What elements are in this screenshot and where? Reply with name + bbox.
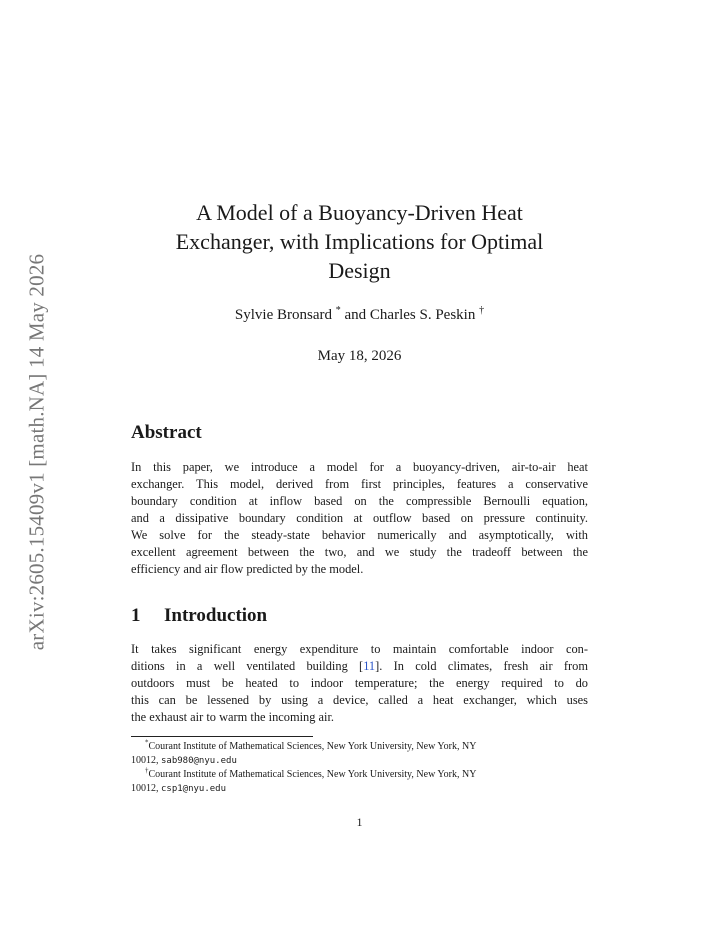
abstract-heading: Abstract — [131, 422, 202, 443]
footnote-text: Courant Institute of Mathematical Sciences, New York University, New York, NY — [148, 769, 477, 780]
footnote-marker: * — [335, 305, 341, 316]
abstract-text — [131, 459, 588, 578]
title-line: A Model of a Buoyancy-Driven Heat — [196, 200, 523, 225]
abstract-line: excellent agreement between the two, and we study the tradeoff between the — [131, 545, 588, 559]
body-line: the exhaust air to warm the incoming air. — [131, 710, 335, 724]
footnote-text: Courant Institute of Mathematical Sciences, New York University, New York, NY — [148, 741, 477, 752]
footnote — [131, 768, 588, 796]
footnote — [131, 740, 588, 768]
abstract-line: In this paper, we introduce a model for a buoyancy-driven, air-to-air heat — [131, 460, 588, 474]
footnote-marker: † — [145, 766, 149, 775]
arxiv-identifier: arXiv:2605.15409v1 [math.NA] 14 May 2026 — [24, 253, 49, 651]
author-name: Charles S. Peskin — [369, 307, 476, 323]
email-address[interactable]: csp1@nyu.edu — [161, 784, 227, 794]
paper-date: May 18, 2026 — [317, 348, 402, 364]
author-name: Sylvie Bronsard — [234, 307, 332, 323]
section-title: Introduction — [164, 605, 268, 626]
citation-link[interactable]: 11 — [363, 659, 376, 673]
section-heading — [131, 605, 267, 627]
author-connector: and — [344, 307, 367, 323]
paper-title — [131, 198, 588, 285]
abstract-line: boundary condition at inflow based on the compressible Bernoulli equation, — [131, 494, 588, 508]
footnotes — [131, 740, 588, 796]
introduction-text — [131, 641, 588, 726]
email-address[interactable]: sab980@nyu.edu — [161, 756, 237, 766]
abstract-line: exchanger. This model, derived from first principles, features a conservative — [131, 477, 588, 491]
footnote-marker: * — [145, 738, 149, 747]
text-run: ]. In cold climates, fresh air from — [375, 659, 588, 673]
title-line: Exchanger, with Implications for Optimal — [175, 229, 544, 254]
page-number: 1 — [356, 815, 363, 829]
author-list — [131, 305, 588, 324]
body-line — [131, 658, 588, 675]
footnote-text: 10012, — [131, 755, 159, 766]
title-line: Design — [328, 258, 391, 283]
footnote-rule — [131, 736, 313, 737]
footnote-text: 10012, — [131, 783, 159, 794]
section-number: 1 — [131, 605, 141, 626]
abstract-line: We solve for the steady-state behavior numerically and asymptotically, with — [131, 528, 588, 542]
body-line: outdoors must be heated to indoor temperature; the energy required to do — [131, 676, 588, 690]
footnote-marker: † — [479, 305, 485, 316]
abstract-line: and a dissipative boundary condition at outflow based on pressure continuity. — [131, 511, 588, 525]
text-run: ditions in a well ventilated building [ — [131, 659, 364, 673]
abstract-line: efficiency and air flow predicted by the model. — [131, 562, 364, 576]
body-line: this can be lessened by using a device, called a heat exchanger, which uses — [131, 693, 588, 707]
body-line: It takes significant energy expenditure to maintain comfortable indoor con- — [131, 642, 588, 656]
